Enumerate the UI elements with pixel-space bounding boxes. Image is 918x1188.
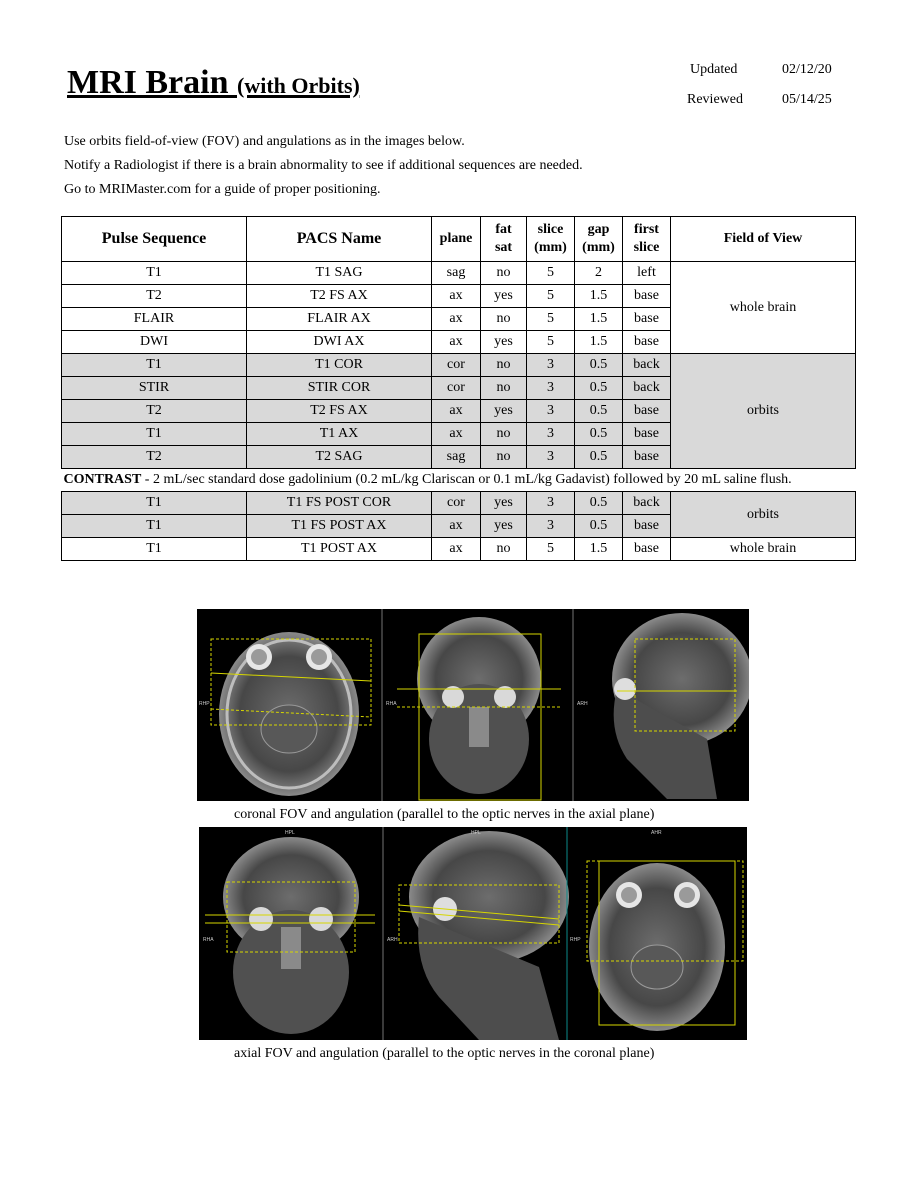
cell-pacs: FLAIR AX [247, 308, 432, 331]
cell-pulse: T1 [62, 538, 247, 561]
contrast-text: - 2 mL/sec standard dose gadolinium (0.2 mL/kg Clariscan or 0.1 mL/kg Gadavist) followed by 20 mL saline flush. [141, 472, 792, 487]
coronal-planning-images [197, 609, 749, 801]
coronal-scan-panel [203, 830, 375, 1034]
cell-fov-orbits: orbits [671, 354, 856, 469]
cell-slice: 5 [527, 538, 575, 561]
orientation-label: HPL [471, 830, 481, 836]
cell-plane: cor [432, 492, 481, 515]
contrast-note [62, 469, 856, 492]
header-fat-sat: fat sat [481, 217, 527, 262]
cell-plane: ax [432, 400, 481, 423]
table-row [62, 492, 856, 515]
cell-first-slice: back [623, 377, 671, 400]
sagittal-scan-panel [577, 613, 749, 799]
cell-first-slice: base [623, 515, 671, 538]
cell-gap: 0.5 [575, 377, 623, 400]
cell-gap: 2 [575, 262, 623, 285]
cell-fat-sat: yes [481, 515, 527, 538]
cell-first-slice: base [623, 285, 671, 308]
table-header-row [62, 217, 856, 262]
orientation-label: RHP [199, 701, 210, 707]
cell-plane: ax [432, 515, 481, 538]
cell-fat-sat: no [481, 446, 527, 469]
cell-fov-whole-brain-post: whole brain [671, 538, 856, 561]
cell-plane: cor [432, 354, 481, 377]
orientation-label: AHR [651, 830, 662, 836]
cell-fat-sat: yes [481, 331, 527, 354]
cell-pacs: T1 COR [247, 354, 432, 377]
cell-gap: 0.5 [575, 400, 623, 423]
cell-fat-sat: no [481, 423, 527, 446]
axial-planning-images [199, 827, 747, 1040]
cell-slice: 5 [527, 331, 575, 354]
orientation-label: RHP [570, 937, 581, 943]
cell-slice: 3 [527, 423, 575, 446]
title-main: MRI Brain [67, 64, 229, 101]
coronal-planning-svg [197, 609, 749, 801]
cell-fat-sat: no [481, 308, 527, 331]
cell-pulse: T2 [62, 400, 247, 423]
cell-gap: 1.5 [575, 538, 623, 561]
cell-first-slice: base [623, 400, 671, 423]
cell-gap: 1.5 [575, 308, 623, 331]
cell-pulse: T2 [62, 285, 247, 308]
cell-pulse: T1 [62, 354, 247, 377]
cell-pacs: T1 SAG [247, 262, 432, 285]
cell-pacs: STIR COR [247, 377, 432, 400]
cell-fat-sat: no [481, 354, 527, 377]
axial-scan-panel [570, 830, 743, 1031]
cell-gap: 1.5 [575, 285, 623, 308]
table-row [62, 538, 856, 561]
cell-fat-sat: yes [481, 400, 527, 423]
cell-pulse: DWI [62, 331, 247, 354]
cell-fov-orbits-post: orbits [671, 492, 856, 538]
coronal-scan-panel [386, 617, 561, 800]
cell-first-slice: base [623, 308, 671, 331]
sagittal-scan-panel [387, 830, 569, 1040]
cell-pulse: T1 [62, 423, 247, 446]
cell-fat-sat: no [481, 377, 527, 400]
cell-gap: 0.5 [575, 354, 623, 377]
cell-pacs: T2 FS AX [247, 285, 432, 308]
cell-pacs: T1 POST AX [247, 538, 432, 561]
orientation-label: HPL [285, 830, 295, 836]
table-row [62, 354, 856, 377]
cell-gap: 0.5 [575, 492, 623, 515]
cell-gap: 0.5 [575, 423, 623, 446]
cell-first-slice: base [623, 423, 671, 446]
caption-axial: axial FOV and angulation (parallel to the optic nerves in the coronal plane) [234, 1046, 655, 1061]
cell-first-slice: left [623, 262, 671, 285]
cell-plane: ax [432, 331, 481, 354]
cell-slice: 3 [527, 515, 575, 538]
cell-first-slice: back [623, 492, 671, 515]
intro-line-1: Use orbits field-of-view (FOV) and angulations as in the images below. [64, 134, 465, 149]
header-field-of-view: Field of View [671, 217, 856, 262]
cell-pacs: T2 FS AX [247, 400, 432, 423]
page-title [67, 64, 360, 102]
header-plane: plane [432, 217, 481, 262]
cell-plane: sag [432, 446, 481, 469]
cell-slice: 3 [527, 492, 575, 515]
cell-gap: 0.5 [575, 446, 623, 469]
reviewed-label: Reviewed [687, 92, 743, 107]
cell-plane: ax [432, 285, 481, 308]
header-pacs-name: PACS Name [247, 217, 432, 262]
cell-fat-sat: yes [481, 492, 527, 515]
intro-line-3: Go to MRIMaster.com for a guide of proper positioning. [64, 182, 381, 197]
cell-pacs: T1 AX [247, 423, 432, 446]
intro-line-2: Notify a Radiologist if there is a brain abnormality to see if additional sequences are needed. [64, 158, 583, 173]
cell-slice: 3 [527, 400, 575, 423]
cell-fat-sat: yes [481, 285, 527, 308]
cell-pulse: T2 [62, 446, 247, 469]
cell-plane: sag [432, 262, 481, 285]
axial-scan-panel [199, 632, 371, 796]
header-pulse-sequence: Pulse Sequence [62, 217, 247, 262]
cell-slice: 3 [527, 377, 575, 400]
cell-pacs: DWI AX [247, 331, 432, 354]
cell-pacs: T1 FS POST COR [247, 492, 432, 515]
cell-first-slice: back [623, 354, 671, 377]
orientation-label: ARH [387, 937, 398, 943]
orientation-label: RHA [386, 701, 397, 707]
orientation-label: RHA [203, 937, 214, 943]
cell-first-slice: base [623, 331, 671, 354]
cell-first-slice: base [623, 446, 671, 469]
cell-pulse: T1 [62, 515, 247, 538]
cell-fat-sat: no [481, 262, 527, 285]
cell-plane: ax [432, 308, 481, 331]
cell-first-slice: base [623, 538, 671, 561]
cell-pacs: T2 SAG [247, 446, 432, 469]
contrast-row [62, 469, 856, 492]
cell-pulse: T1 [62, 492, 247, 515]
orientation-label: ARH [577, 701, 588, 707]
cell-pulse: T1 [62, 262, 247, 285]
header-first-slice: first slice [623, 217, 671, 262]
contrast-label: CONTRAST [63, 472, 142, 487]
axial-planning-svg [199, 827, 747, 1040]
cell-slice: 5 [527, 285, 575, 308]
cell-slice: 3 [527, 354, 575, 377]
cell-slice: 5 [527, 308, 575, 331]
cell-plane: cor [432, 377, 481, 400]
cell-gap: 0.5 [575, 515, 623, 538]
updated-label: Updated [690, 62, 738, 77]
cell-plane: ax [432, 538, 481, 561]
caption-coronal: coronal FOV and angulation (parallel to the optic nerves in the axial plane) [234, 807, 655, 822]
header-gap: gap (mm) [575, 217, 623, 262]
header-slice: slice (mm) [527, 217, 575, 262]
updated-date: 02/12/20 [782, 62, 832, 77]
reviewed-date: 05/14/25 [782, 92, 832, 107]
title-sub: (with Orbits) [237, 73, 360, 98]
cell-slice: 5 [527, 262, 575, 285]
cell-fat-sat: no [481, 538, 527, 561]
cell-fov-whole-brain: whole brain [671, 262, 856, 354]
cell-gap: 1.5 [575, 331, 623, 354]
cell-plane: ax [432, 423, 481, 446]
protocol-table [61, 216, 856, 561]
cell-pulse: FLAIR [62, 308, 247, 331]
cell-pulse: STIR [62, 377, 247, 400]
cell-slice: 3 [527, 446, 575, 469]
cell-pacs: T1 FS POST AX [247, 515, 432, 538]
table-row [62, 262, 856, 285]
